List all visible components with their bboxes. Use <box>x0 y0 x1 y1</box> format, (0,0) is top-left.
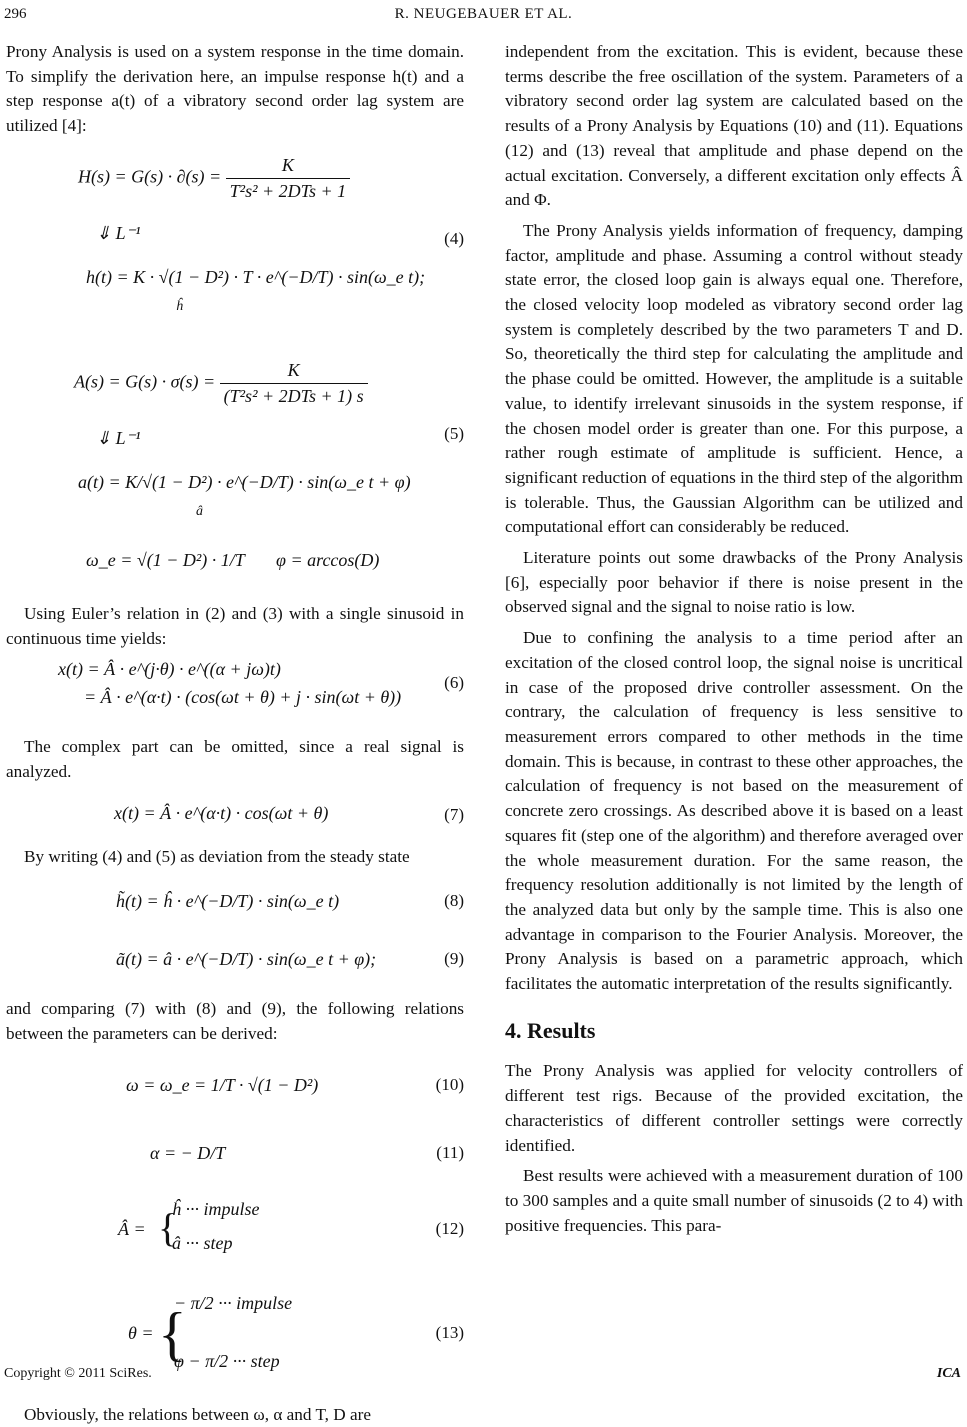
equation-text: ⇓ L⁻¹ <box>96 222 141 243</box>
denominator: T²s² + 2DTs + 1 <box>229 180 347 201</box>
equation-text: φ − π/2 ··· step <box>174 1350 280 1371</box>
underbrace-label: â <box>196 503 203 519</box>
page-number: 296 <box>4 6 27 22</box>
equation-text: ã(t) = â · e^(−D/T) · sin(ω_e t + φ); <box>116 949 377 970</box>
equation-text: x(t) = Â · e^(j·θ) · e^((α + jω)t) <box>58 659 281 680</box>
fraction <box>226 153 350 203</box>
equation-text: a(t) = K/√(1 − D²) · e^(−D/T) · sin(ω_e t + φ) <box>78 471 411 492</box>
paragraph: Due to confining the analysis to a time period after an excitation of the closed control loop, the signal noise is uncritical in case of the proposed drive controller assessment. On the contrary, the calculation of frequency is less sensitive to measurement errors compared to other methods in the time domain. This is because, in contrast to these other approaches, the calculation of frequency is not based on the measurement of concrete zero crossings. As described above it is based on a least squares fit (step one of the algorithm) and therefore averaged over the whole measurement duration. For the same reason, the frequency resolution additionally is not limited by the length of the analyzed data but only by the sample time. This is also one advantage in comparison to the Fourier Analysis. Moreover, the Prony Analysis is based on a parametric approach, which facilitates the automatic interpretation of the results significantly. <box>505 628 963 994</box>
equation-8 <box>6 873 464 927</box>
equation-number: (11) <box>436 1142 464 1162</box>
underbrace-label: ĥ <box>176 298 183 314</box>
equation-text: ĥ ··· impulse <box>172 1198 260 1219</box>
copyright: Copyright © 2011 SciRes. <box>4 1366 152 1381</box>
paragraph: The complex part can be omitted, since a real signal is analyzed. <box>6 737 464 781</box>
running-title: R. NEUGEBAUER ET AL. <box>394 6 573 22</box>
equation-number: (12) <box>435 1218 464 1238</box>
paragraph: Literature points out some drawbacks of the Prony Analysis [6], especially poor behavior if there is noise present in the observed signal and the signal to noise ratio is low. <box>505 548 963 617</box>
paragraph: Best results were achieved with a measurement duration of 100 to 300 samples and a quite small number of sinusoids (2 to 4) with positive frequencies. This para- <box>505 1166 963 1235</box>
equation-6 <box>6 655 464 719</box>
paragraph: independent from the excitation. This is evident, because these terms describe the free oscillation of the system. Parameters of a vibratory second order lag system are calculated based on the results of a Prony Analysis by Equations (10) and (11). Equations (12) and (13) reveal that amplitude and phase depend on the actual excitation. Conversely, a different excitation only effects Â and Φ. <box>505 42 963 210</box>
paragraph: Obviously, the relations between ω, α and T, D are <box>24 1404 371 1424</box>
equation-4 <box>6 147 464 352</box>
right-column <box>505 40 963 1238</box>
denominator: (T²s² + 2DTs + 1) s <box>223 385 364 406</box>
paragraph: Prony Analysis is used on a system response in the time domain. To simplify the derivation here, an impulse response h(t) and a step response a(t) of a vibratory second order lag system are utilized [4]: <box>6 42 464 136</box>
equation-text: α = − D/T <box>150 1142 226 1163</box>
numerator: K <box>220 358 368 384</box>
left-column <box>6 40 464 1427</box>
equation-number: (4) <box>444 228 464 248</box>
paragraph: Using Euler’s relation in (2) and (3) with a single sinusoid in continuous time yields: <box>6 603 464 648</box>
equation-number: (8) <box>444 891 464 911</box>
equation-text: Â = <box>118 1218 146 1239</box>
paragraph: The Prony Analysis yields information of frequency, damping factor, amplitude and phase. Assuming a control without steady state error, the closed loop gain is always equal one. Therefore, the closed velocity loop modeled as vibratory second order lag system is completely described by the two parameters T and D. So, theoretically the third step for calculating the amplitude and the phase could be omitted. However, the amplitude is a suitable value, to identify irrelevant sinusoids in the system response, if the chosen model order is greater than one. For this purpose, a rather rough estimate of amplitude is sufficient. Hence, a significant reduction of equations in the third step of the algorithm is tolerable. Thus, the Gaussian Algorithm can be utilized and computational effort can considerably be reduced. <box>505 220 963 537</box>
equation-11 <box>6 1121 464 1187</box>
equation-text: A(s) = G(s) · σ(s) = <box>74 371 216 392</box>
paragraph: By writing (4) and (5) as deviation from the steady state <box>24 846 410 866</box>
equation-number: (5) <box>444 423 464 443</box>
equation-number: (9) <box>444 949 464 969</box>
brace-symbol: { <box>158 1300 187 1367</box>
equation-text: − π/2 ··· impulse <box>174 1292 293 1313</box>
section-heading: 4. Results <box>505 1017 596 1043</box>
equation-text: h(t) = K · √(1 − D²) · T · e^(−D/T) · sin(ω_e t); <box>86 266 426 287</box>
equation-number: (13) <box>435 1322 464 1342</box>
equation-9 <box>6 927 464 981</box>
equation-text: â ··· step <box>172 1232 233 1253</box>
paragraph: The Prony Analysis was applied for velocity controllers of different test rigs. Because of the provided excitation, the characteristics of different controller settings were correctly identified. <box>505 1061 963 1155</box>
fraction <box>220 358 368 408</box>
journal-name: ICA <box>936 1366 961 1381</box>
equation-7 <box>6 791 464 837</box>
page-header <box>0 6 967 36</box>
equation-number: (7) <box>444 804 464 824</box>
equation-10 <box>6 1051 464 1121</box>
equation-5 <box>6 352 464 602</box>
equation-number: (6) <box>444 673 464 693</box>
equation-text: ⇓ L⁻¹ <box>96 427 141 448</box>
equation-text: θ = <box>128 1322 154 1343</box>
paragraph: and comparing (7) with (8) and (9), the following relations between the parameters can be derived: <box>6 999 464 1044</box>
equation-text: x(t) = Â · e^(α·t) · cos(ωt + θ) <box>114 802 329 823</box>
equation-text: ω_e = √(1 − D²) · 1/T <box>86 549 245 570</box>
equation-12 <box>6 1191 464 1269</box>
equation-text: φ = arccos(D) <box>276 549 380 570</box>
equation-text: H(s) = G(s) · ∂(s) = <box>78 166 222 187</box>
numerator: K <box>226 153 350 179</box>
equation-number: (10) <box>435 1074 464 1094</box>
brace-symbol: { <box>158 1204 178 1250</box>
equation-text: = Â · e^(α·t) · (cos(ωt + θ) + j · sin(ωt + θ)) <box>84 687 402 708</box>
equation-text: ω = ω_e = 1/T · √(1 − D²) <box>126 1074 319 1095</box>
equation-text: h̃(t) = ĥ · e^(−D/T) · sin(ω_e t) <box>116 891 340 912</box>
